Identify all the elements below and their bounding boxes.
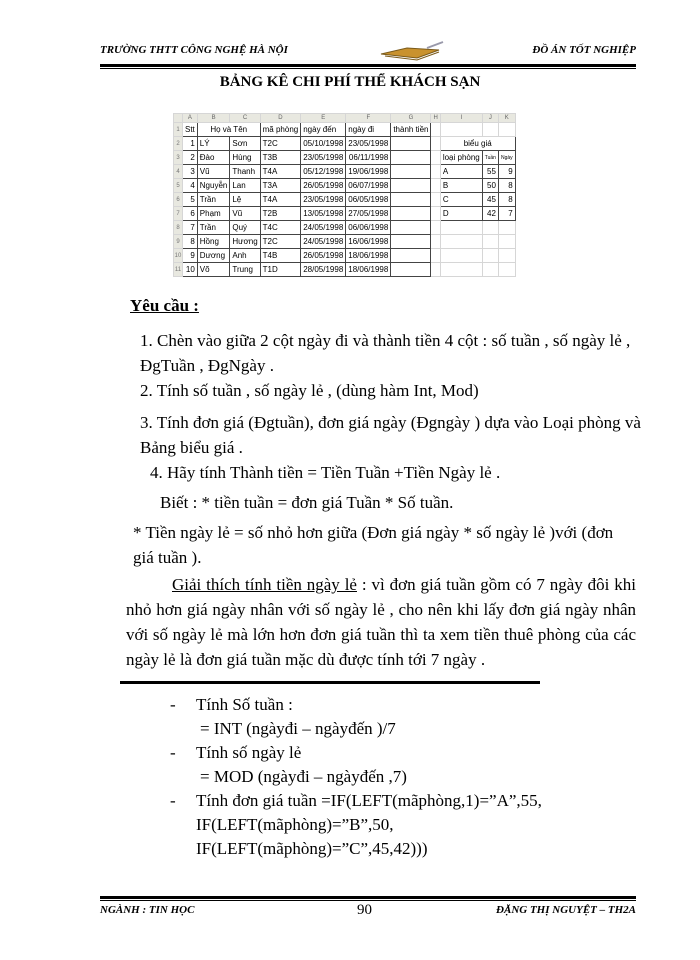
cell <box>431 221 440 235</box>
cell: Lệ <box>230 193 260 207</box>
cell: 24/05/1998 <box>301 221 346 235</box>
header-cell: thành tiền <box>391 123 431 137</box>
cell: 13/05/1998 <box>301 207 346 221</box>
cell <box>391 179 431 193</box>
cell: Trần <box>197 193 230 207</box>
cell <box>431 165 440 179</box>
cell: LÝ <box>197 137 230 151</box>
footer-author: ĐẶNG THỊ NGUYỆT – TH2A <box>496 904 636 916</box>
column-header: I <box>440 114 482 123</box>
cell: 3 <box>183 165 198 179</box>
row-number: 3 <box>174 151 183 165</box>
row-number: 1 <box>174 123 183 137</box>
column-header: F <box>346 114 391 123</box>
table-row <box>174 249 516 263</box>
cell: 23/05/1998 <box>301 193 346 207</box>
cell <box>482 221 498 235</box>
item-3: 3. Tính đơn giá (Đgtuần), đơn giá ngày (Đgngày ) dựa vào Loại phòng và Bảng biểu giá . <box>140 413 641 457</box>
formula-line <box>170 813 640 837</box>
cell <box>391 137 431 151</box>
row-number: 6 <box>174 193 183 207</box>
book-logo-icon <box>377 40 447 62</box>
formula-text: Tính Số tuần : <box>196 695 293 714</box>
list-dash: - <box>170 743 176 762</box>
column-header: C <box>230 114 260 123</box>
header-rule <box>100 64 636 69</box>
table-row <box>174 235 516 249</box>
column-header: B <box>197 114 230 123</box>
price-header: loại phòng <box>440 151 482 165</box>
formula-line <box>170 693 640 717</box>
cell <box>391 165 431 179</box>
cell <box>482 123 498 137</box>
table-row <box>174 165 516 179</box>
cell <box>440 263 482 277</box>
cell: 19/06/1998 <box>346 165 391 179</box>
cell: 9 <box>183 249 198 263</box>
spreadsheet-image <box>173 113 516 277</box>
cell: 06/06/1998 <box>346 221 391 235</box>
table-row <box>174 207 516 221</box>
formula-text: Tính đơn giá tuần =IF(LEFT(mãphòng,1)=”A”,55, <box>196 791 542 810</box>
row-number: 4 <box>174 165 183 179</box>
cell: Võ <box>197 263 230 277</box>
page-title: BẢNG KÊ CHI PHÍ THỂ KHÁCH SẠN <box>219 74 481 90</box>
row-number: 7 <box>174 207 183 221</box>
list-dash: - <box>170 791 176 810</box>
cell: 7 <box>183 221 198 235</box>
table-row <box>174 137 516 151</box>
cell: 8 <box>183 235 198 249</box>
cell <box>431 263 440 277</box>
price-cell: A <box>440 165 482 179</box>
formula-line <box>170 765 640 789</box>
item-2: 2. Tính số tuần , số ngày lẻ , (dùng hàm Int, Mod) <box>140 381 479 400</box>
formula-text: IF(LEFT(mãphòng)=”C”,45,42))) <box>196 839 428 858</box>
cell: T4A <box>260 193 301 207</box>
formula-text: Tính số ngày lẻ <box>196 743 302 762</box>
row-number: 9 <box>174 235 183 249</box>
column-header: E <box>301 114 346 123</box>
table-row <box>174 179 516 193</box>
column-header: G <box>391 114 431 123</box>
table-row <box>174 221 516 235</box>
price-cell: C <box>440 193 482 207</box>
explanation-text: : vì đơn giá tuần gồm có 7 ngày đôi khi nhỏ hơn giá ngày nhân với số ngày lẻ , cho nên khi lấy đơn giá ngày nhân với số ngày lẻ mà lớn hơn đơn giá tuần thì ta xem tiền thuê phòng của các ngày lẻ là đơn giá tuần mặc dù được tính tới 7 ngày . <box>126 575 636 669</box>
cell <box>498 123 515 137</box>
explanation-label: Giải thích tính tiền ngày lẻ <box>172 575 357 594</box>
formula-text: = INT (ngàyđi – ngàyđến )/7 <box>200 719 396 738</box>
cell <box>391 249 431 263</box>
price-cell: B <box>440 179 482 193</box>
cell <box>391 235 431 249</box>
explanation <box>126 572 636 672</box>
cell: 23/05/1998 <box>301 151 346 165</box>
cell <box>431 123 440 137</box>
cell: Vũ <box>197 165 230 179</box>
cell <box>431 151 440 165</box>
page-number: 90 <box>357 902 372 918</box>
cell <box>431 249 440 263</box>
cell: Nguyễn <box>197 179 230 193</box>
cell <box>440 249 482 263</box>
row-number: 2 <box>174 137 183 151</box>
cell <box>498 249 515 263</box>
cell: 16/06/1998 <box>346 235 391 249</box>
price-cell: 8 <box>498 193 515 207</box>
note-day: * Tiền ngày lẻ = số nhỏ hơn giữa (Đơn giá ngày * số ngày lẻ )với (đơn giá tuần ). <box>133 523 614 567</box>
cell <box>440 235 482 249</box>
cell: Anh <box>230 249 260 263</box>
cell: Dương <box>197 249 230 263</box>
cell <box>391 193 431 207</box>
formula-text: = MOD (ngàyđi – ngàyđến ,7) <box>200 767 407 786</box>
cell <box>391 207 431 221</box>
price-header: Tuần <box>482 151 498 165</box>
price-cell: 7 <box>498 207 515 221</box>
footer-rule <box>100 896 636 901</box>
header-cell: Stt <box>183 123 198 137</box>
cell: 2 <box>183 151 198 165</box>
cell: T3B <box>260 151 301 165</box>
price-cell: 42 <box>482 207 498 221</box>
table-row <box>174 193 516 207</box>
separator <box>120 681 540 684</box>
price-cell: D <box>440 207 482 221</box>
cell: 24/05/1998 <box>301 235 346 249</box>
cell: 18/06/1998 <box>346 249 391 263</box>
cell <box>431 235 440 249</box>
cell <box>440 221 482 235</box>
cell: 4 <box>183 179 198 193</box>
cell <box>391 151 431 165</box>
cell: 27/05/1998 <box>346 207 391 221</box>
cell <box>431 207 440 221</box>
cell: Hồng <box>197 235 230 249</box>
cell: 28/05/1998 <box>301 263 346 277</box>
cell: 18/06/1998 <box>346 263 391 277</box>
cell: 1 <box>183 137 198 151</box>
cell <box>391 221 431 235</box>
cell: 5 <box>183 193 198 207</box>
cell <box>498 221 515 235</box>
column-header: D <box>260 114 301 123</box>
price-cell: 50 <box>482 179 498 193</box>
cell: Trung <box>230 263 260 277</box>
cell: T1D <box>260 263 301 277</box>
price-title: biểu giá <box>440 137 515 151</box>
formula-list <box>170 693 640 861</box>
list-dash: - <box>170 695 176 714</box>
cell: T4C <box>260 221 301 235</box>
note-week: Biết : * tiền tuần = đơn giá Tuần * Số tuần. <box>160 493 454 512</box>
price-cell: 55 <box>482 165 498 179</box>
cell: T2C <box>260 137 301 151</box>
cell: T4B <box>260 249 301 263</box>
cell: 26/05/1998 <box>301 179 346 193</box>
item-4: 4. Hãy tính Thành tiền = Tiền Tuần +Tiền Ngày lẻ . <box>150 463 501 482</box>
cell: 06/11/1998 <box>346 151 391 165</box>
header-project: ĐỒ ÁN TỐT NGHIỆP <box>532 44 636 56</box>
cell <box>482 249 498 263</box>
cell: 6 <box>183 207 198 221</box>
corner-cell <box>174 114 183 123</box>
cell <box>482 263 498 277</box>
cell <box>498 263 515 277</box>
formula-line <box>170 837 640 861</box>
requirements-heading: Yêu cầu : <box>130 296 199 315</box>
header-cell: mã phòng <box>260 123 301 137</box>
cell <box>440 123 482 137</box>
cell: 26/05/1998 <box>301 249 346 263</box>
cell: Quý <box>230 221 260 235</box>
cell: 05/10/1998 <box>301 137 346 151</box>
column-header: H <box>431 114 440 123</box>
cell: 10 <box>183 263 198 277</box>
column-header: K <box>498 114 515 123</box>
cell <box>431 179 440 193</box>
header-cell: ngày đi <box>346 123 391 137</box>
column-header: A <box>183 114 198 123</box>
cell <box>431 193 440 207</box>
header-school: TRƯỜNG THTT CÔNG NGHỆ HÀ NỘI <box>100 44 288 56</box>
cell: T4A <box>260 165 301 179</box>
cell: 06/05/1998 <box>346 193 391 207</box>
table-row <box>174 263 516 277</box>
header-cell: Họ và Tên <box>197 123 260 137</box>
price-header: Ngày <box>498 151 515 165</box>
price-cell: 8 <box>498 179 515 193</box>
column-header: J <box>482 114 498 123</box>
cell: T2C <box>260 235 301 249</box>
cell <box>482 235 498 249</box>
cell: 23/05/1998 <box>346 137 391 151</box>
cell <box>431 137 440 151</box>
item-1: 1. Chèn vào giữa 2 cột ngày đi và thành tiền 4 cột : số tuần , số ngày lẻ , ĐgTuần , ĐgNgày . <box>140 331 631 375</box>
formula-line <box>170 741 640 765</box>
cell: T3A <box>260 179 301 193</box>
cell: T2B <box>260 207 301 221</box>
formula-text: IF(LEFT(mãphòng)=”B”,50, <box>196 815 394 834</box>
cell: Trần <box>197 221 230 235</box>
formula-line <box>170 717 640 741</box>
row-number: 10 <box>174 249 183 263</box>
formula-line <box>170 789 640 813</box>
row-number: 5 <box>174 179 183 193</box>
cell: Thanh <box>230 165 260 179</box>
cell: Đào <box>197 151 230 165</box>
cell: Hương <box>230 235 260 249</box>
cell: 06/07/1998 <box>346 179 391 193</box>
table-row <box>174 151 516 165</box>
cell: Lan <box>230 179 260 193</box>
price-cell: 45 <box>482 193 498 207</box>
cell: Phạm <box>197 207 230 221</box>
cell: Sơn <box>230 137 260 151</box>
cell <box>391 263 431 277</box>
cell <box>498 235 515 249</box>
cell: Hùng <box>230 151 260 165</box>
row-number: 11 <box>174 263 183 277</box>
cell: Vũ <box>230 207 260 221</box>
cell: 05/12/1998 <box>301 165 346 179</box>
header-cell: ngày đến <box>301 123 346 137</box>
footer-major: NGÀNH : TIN HỌC <box>100 904 195 916</box>
row-number: 8 <box>174 221 183 235</box>
price-cell: 9 <box>498 165 515 179</box>
